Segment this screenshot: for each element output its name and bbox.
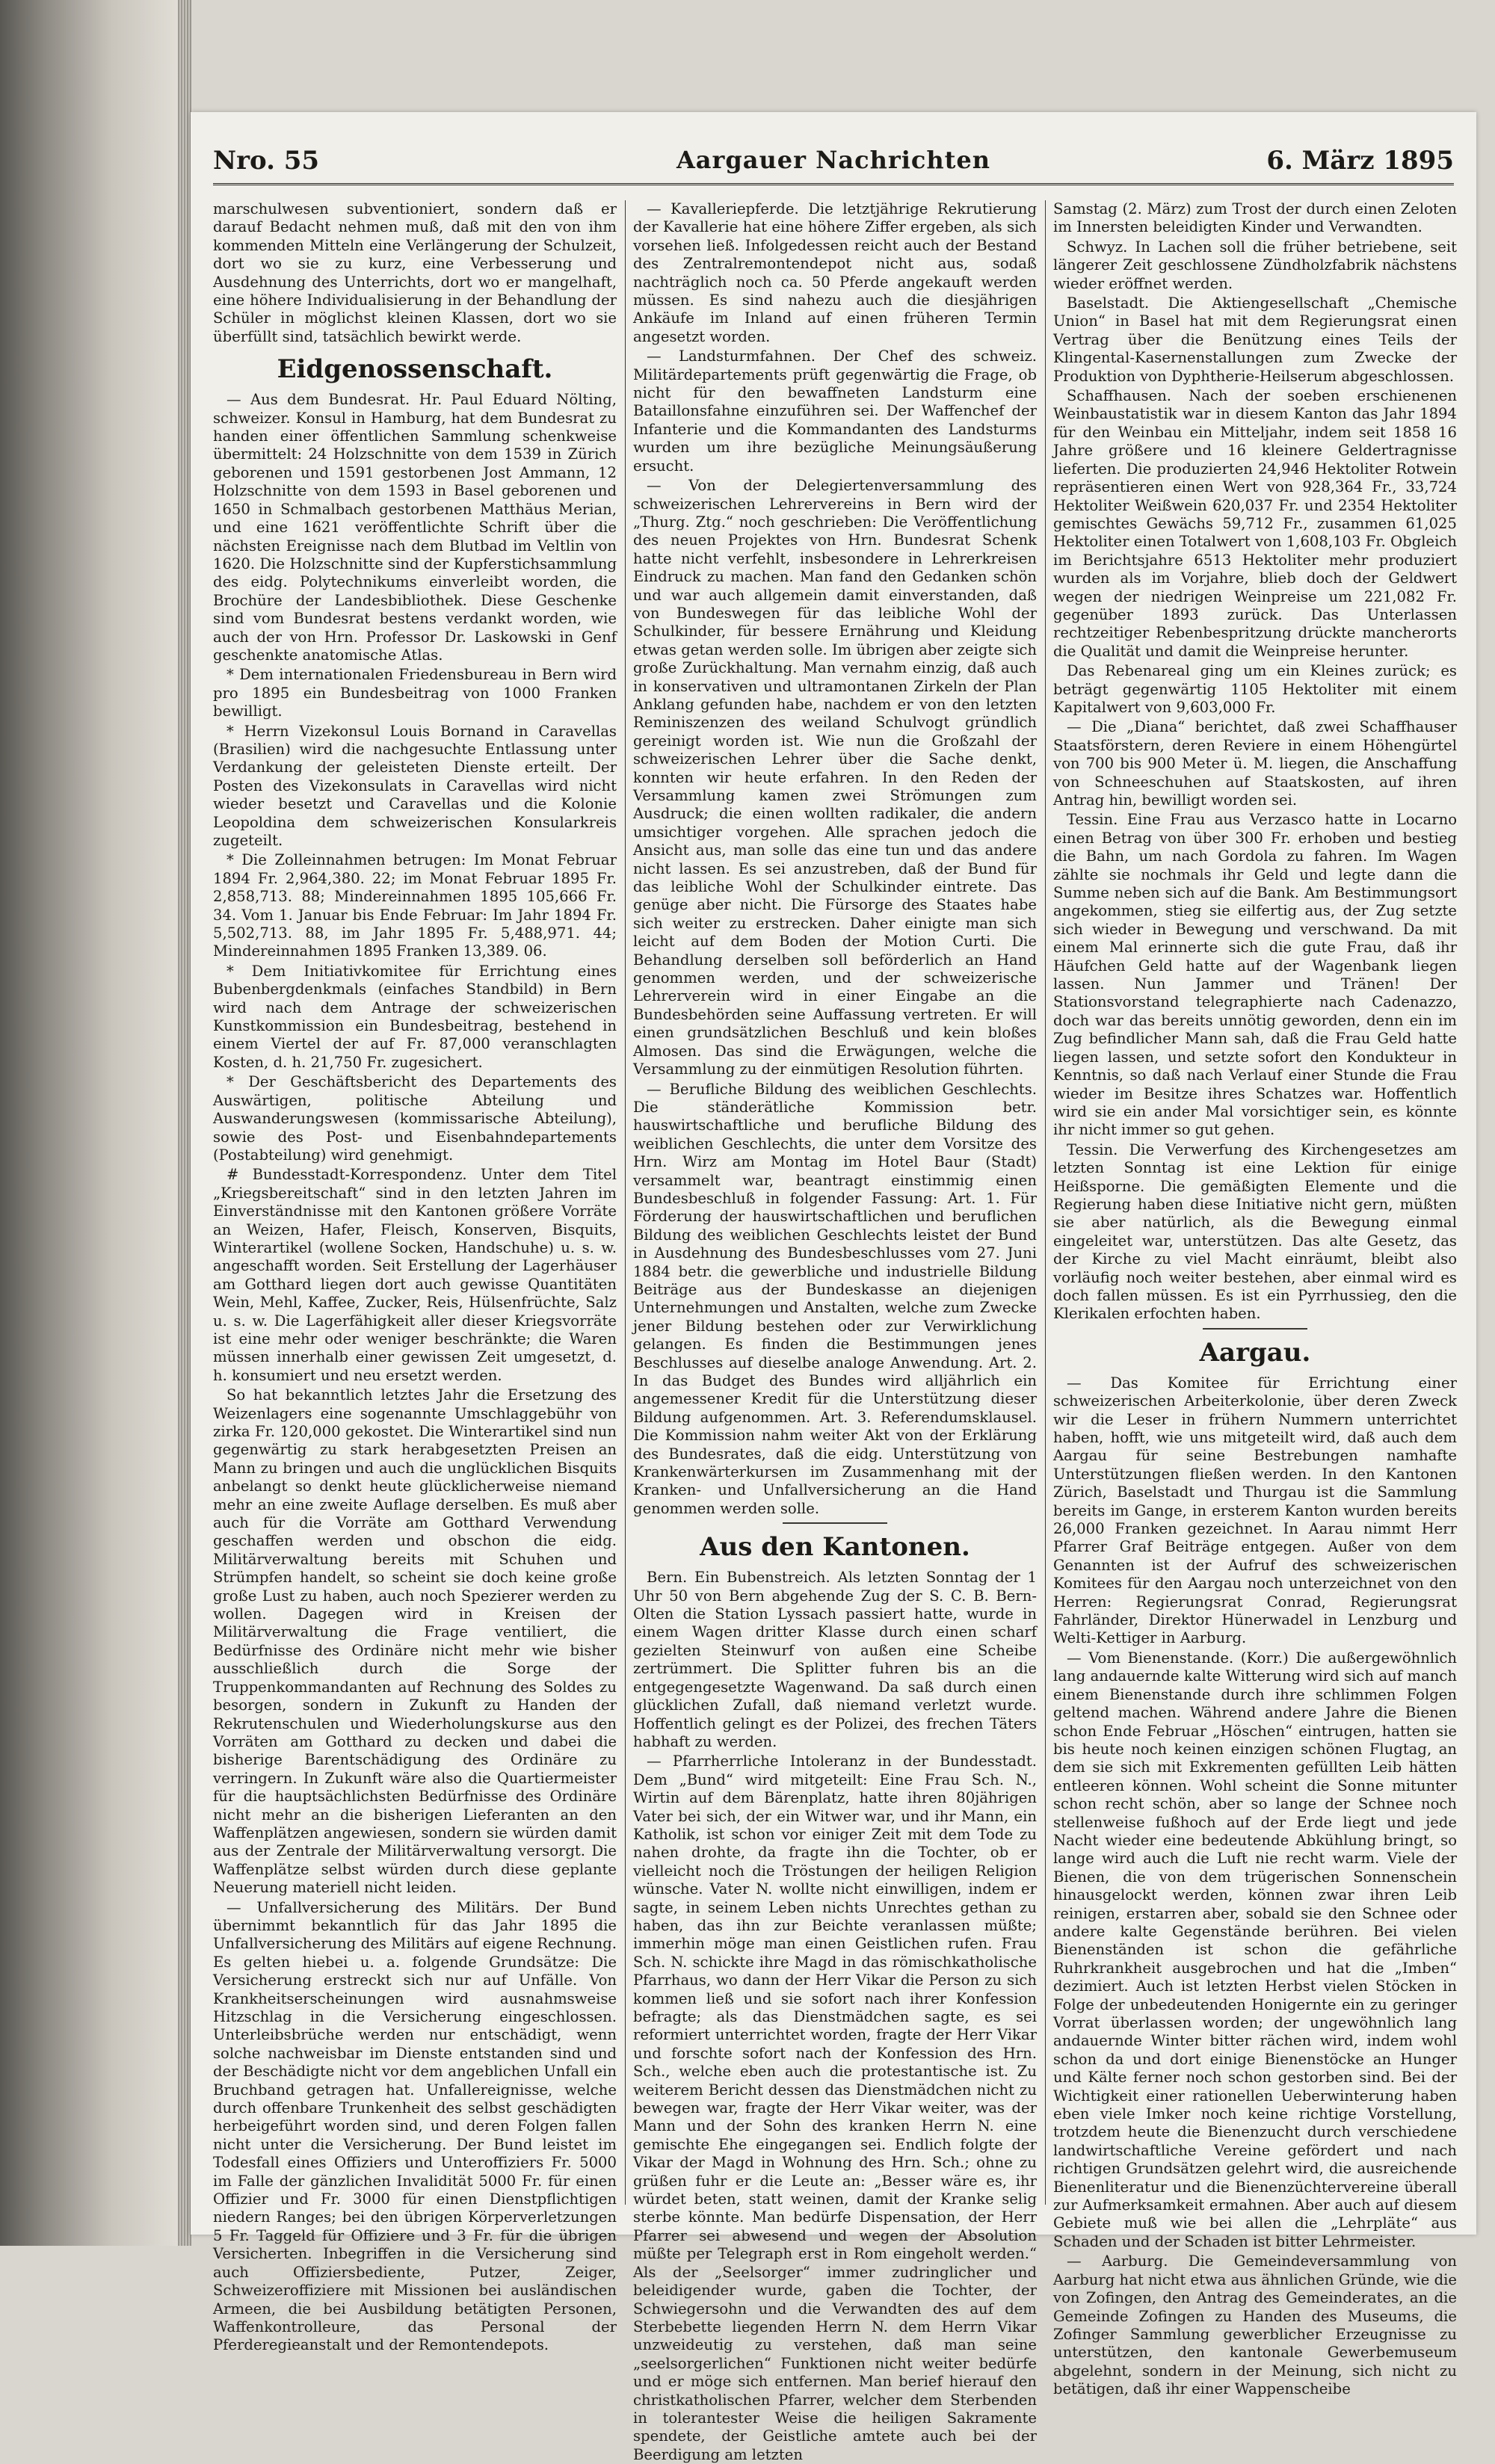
article-paragraph: — Die „Diana“ berichtet, daß zwei Schaffhauser Staatsförstern, deren Reviere in einem Höhengürtel von 700 bis 900 Meter ü. M. liegen, die Anschaffung von Schneeschuhen auf Staatskosten, auf ihren Antrag hin, bewilligt worden sei.: [1053, 718, 1457, 809]
book-gutter-shadow: [0, 0, 187, 2246]
article-paragraph: # Bundesstadt-Korrespondenz. Unter dem Titel „Kriegsbereitschaft“ sind in den letzten Jahren im Einverständnisse mit den Kantonen größere Vorräte an Weizen, Hafer, Fleisch, Konserven, Bisquits, Winterartikel (wollene Socken, Handschuhe) u. s. w. angeschafft worden. Seit Erstellung der Lagerhäuser am Gotthard liegen dort auch gewisse Quantitäten Wein, Mehl, Kaffee, Zucker, Reis, Hülsenfrüchte, Salz u. s. w. Die Lagerfähigkeit aller dieser Kriegsvorräte ist eine mehr oder weniger beschränkte; die Waren müssen innerhalb einer gewissen Zeit umgesetzt, d. h. konsumiert und neu ersetzt werden.: [213, 1166, 617, 1384]
article-paragraph: marschulwesen subventioniert, sondern daß er darauf Bedacht nehmen muß, daß mit den von ihm kommenden Mitteln eine Verlängerung der Schulzeit, dort wo sie zu kurz, eine Verbesserung und Ausdehnung des Unterrichts, dort wo er mangelhaft, eine höhere Individualisierung in der Behandlung der Schüler in möglichst kleinen Klassen, dort wo sie überfüllt sind, tatsächlich bewirkt werde.: [213, 200, 617, 345]
article-paragraph: — Vom Bienenstande. (Korr.) Die außergewöhnlich lang andauernde kalte Witterung wird sich auf manch einem Bienenstande durch ihre schlimmen Folgen geltend machen. Während andere Jahre die Bienen schon Ende Februar „Höschen“ eintrugen, hatten sie bis heute noch keinen einzigen schönen Flugtag, an dem sie sich mit Exkrementen gefüllten Leib hätten entleeren können. Wohl scheint die Sonne mitunter schon recht schön, aber so lange der Schnee noch stellenweise fußhoch auf der Erde liegt und jede Nacht wieder eine bedeutende Abkühlung bringt, so lange wird auch die Luft nie recht warm. Viele der Bienen, die von dem trügerischen Sonnenschein hinausgelockt werden, können zwar ihren Leib reinigen, erstarren aber, sobald sie den Schnee oder andere kalte Gegenstände berühren. Bei vielen Bienenständen ist schon die gefährliche Ruhrkrankheit ausgebrochen und hat die „Imben“ dezimiert. Auch ist letzten Herbst vielen Stöcken in Folge der unbedeutenden Honigernte ein zu geringer Vorrat überlassen worden; der ungewöhnlich lang andauernde Winter bitter rächen wird, indem wohl schon da und dort einige Bienenstöcke an Hunger und Kälte ferner noch schon gestorben sind. Bei der Wichtigkeit einer rationellen Ueberwinterung haben eben viele Imker noch keine richtige Vorstellung, trotzdem heute die Bienenzucht durch verschiedene landwirtschaftliche Vereine gefördert und nach richtigen Grundsätzen gelehrt wird, die ausreichende Bienenliteratur und die Bienenzüchtervereine überall zur Aufmerksamkeit ermahnen. Aber auch auf diesem Gebiete muß wie bei allen die „Lehrpläte“ aus Schaden und der Schaden ist bitter Lehrmeister.: [1053, 1649, 1457, 2250]
newspaper-title: Aargauer Nachrichten: [676, 146, 991, 174]
article-paragraph: — Aus dem Bundesrat. Hr. Paul Eduard Nölting, schweizer. Konsul in Hamburg, hat dem Bundesrat zu handen einer öffentlichen Sammlung schenkweise übermittelt: 24 Holzschnitte von dem 1539 in Zürich geborenen und 1591 gestorbenen Jost Ammann, 12 Holzschnitte von dem 1593 in Basel geborenen und 1650 in Schmalbach gestorbenen Matthäus Merian, und eine 1621 veröffentlichte Schrift über die nächsten Ereignisse nach dem Blutbad im Veltlin von 1620. Die Holzschnitte sind der Kupferstichsammlung des eidg. Polytechnikums einverleibt worden, die Brochüre der Landesbibliothek. Diese Geschenke sind vom Bundesrat bestens verdankt worden, wie auch der von Hrn. Professor Dr. Laskowski in Genf geschenkte anatomische Atlas.: [213, 391, 617, 664]
section-heading: Aus den Kantonen.: [700, 1532, 970, 1563]
article-paragraph: — Kavalleriepferde. Die letztjährige Rekrutierung der Kavallerie hat eine höhere Ziffer ergeben, als sich vorsehen ließ. Infolgedessen reicht auch der Bestand des Zentralremontendepot nicht aus, sodaß nachträglich noch ca. 50 Pferde angekauft werden müssen. Es sind nahezu auch die diesjährigen Ankäufe im Inland auf einen früheren Termin angesetzt worden.: [633, 200, 1037, 345]
article-paragraph: — Unfallversicherung des Militärs. Der Bund übernimmt bekanntlich für das Jahr 1895 die Unfallversicherung des Militärs auf eigene Rechnung. Es gelten hiebei u. a. folgende Grundsätze: Die Versicherung erstreckt sich nur auf Unfälle. Von Krankheitserscheinungen wird ausnahmsweise Hitzschlag in die Versicherung eingeschlossen. Unterleibsbrüche werden nur entschädigt, wenn solche nachweisbar im Dienste entstanden sind und der Beschädigte nicht vor dem angeblichen Unfall ein Bruchband getragen hat. Unfallereignisse, welche durch offenbare Trunkenheit des selbst geschädigten herbeigeführt worden sind, und deren Folgen fallen nicht unter die Versicherung. Der Bund leistet im Todesfall eines Offiziers und Unteroffiziers Fr. 5000 im Falle der gänzlichen Invalidität 5000 Fr. für einen Offizier und Fr. 3000 für einen Dienstpflichtigen niedern Ranges; bei den übrigen Körperverletzungen 5 Fr. Taggeld für Offiziere und 3 Fr. für die übrigen Versicherten. Inbegriffen in die Versicherung sind auch Offiziersbediente, Putzer, Zeiger, Schweizeroffiziere mit Missionen bei ausländischen Armeen, die bei Ausbildung betätigten Personen, Waffenkontrolleure, das Personal der Pferderegieanstalt und der Remontendepots.: [213, 1898, 617, 2354]
article-paragraph: So hat bekanntlich letztes Jahr die Ersetzung des Weizenlagers eine sogenannte Umschlaggebühr von zirka Fr. 120,000 gekostet. Die Winterartikel sind nun gegenwärtig zu stark herabgesetzten Preisen an Mann zu bringen und auch die unglücklichen Bisquits anbelangt so denkt heute glücklicherweise niemand mehr an eine zweite Auflage derselben. Es muß aber auch für die Vorräte am Gotthard Verwendung geschaffen werden und obschon die eidg. Militärverwaltung bereits mit Schuhen und Strümpfen handelt, so scheint sie doch keine große große Lust zu haben, auch noch Spezierer werden zu wollen. Dagegen wird in Kreisen der Militärverwaltung die Frage ventiliert, die Bedürfnisse des Ordinäre nicht mehr wie bisher ausschließlich durch die Sorge der Truppenkommandanten auf Rechnung des Soldes zu besorgen, sondern in Zukunft zu Handen der Rekrutenschulen und Wiederholungskurse aus den Vorräten am Gotthard zu decken und dabei die bisherige Barentschädigung des Ordinäre zu verringern. In Zukunft wäre also die Quartiermeister für die hauptsächlichsten Bedürfnisse des Ordinäre nicht mehr an die bisherigen Lieferanten an den Waffenplätzen angewiesen, sondern sie würden damit aus der Zentrale der Militärverwaltung versorgt. Die Waffenplätze selbst würden durch diese geplante Neuerung materiell nicht leiden.: [213, 1386, 617, 1897]
article-paragraph: * Der Geschäftsbericht des Departements des Auswärtigen, politische Abteilung und Auswanderungswesen (kommissarische Abteilung), sowie des Post- und Eisenbahndepartements (Postabteilung) wird genehmigt.: [213, 1073, 617, 1164]
article-paragraph: — Von der Delegiertenversammlung des schweizerischen Lehrervereins in Bern wird der „Thurg. Ztg.“ noch geschrieben: Die Veröffentlichung des neuen Projektes von Hrn. Bundesrat Schenk hatte nicht verfehlt, insbesondere in Lehrerkreisen Eindruck zu machen. Man fand den Gedanken schön und war auch allgemein damit einverstanden, daß von Bundeswegen für das leibliche Wohl der Schulkinder, für bessere Ernährung und Kleidung etwas getan werden solle. Im übrigen aber zeigte sich große Zurückhaltung. Man vernahm einzig, daß auch in konservativen und ultramontanen Zirkeln der Plan Anklang gefunden habe, nachdem er von den letzten Reminiszenzen des weiland Schulvogt gründlich gereinigt worden ist. Wie nun die Großzahl der schweizerischen Lehrer über die Sache denkt, konnten wir heute erfahren. In den Reden der Versammlung kamen zwei Strömungen zum Ausdruck; die einen wollten radikaler, die andern umsichtiger vorgehen. Alle sprachen jedoch die Ansicht aus, man solle das eine tun und das andere nicht lassen. Es sei anzustreben, daß der Bund für das leibliche Wohl der Schulkinder eintrete. Das genüge aber nicht. Die Fürsorge des Staates habe sich weiter zu erstrecken. Daher einigte man sich leicht auf dem Boden der Motion Curti. Die Behandlung derselben soll beförderlich an Hand genommen werden, und der schweizerische Lehrerverein wird in einer Eingabe an die Bundesbehörden seine Auffassung vertreten. Er will einen grundsätzlichen Beschluß und kein bloßes Almosen. Das sind die Erwägungen, welche die Versammlung zu der einmütigen Resolution führten.: [633, 477, 1037, 1078]
article-paragraph: * Herrn Vizekonsul Louis Bornand in Caravellas (Brasilien) wird die nachgesuchte Entlassung unter Verdankung der geleisteten Dienste erteilt. Der Posten des Vizekonsulats in Caravellas wird nicht wieder besetzt und Caravellas und die Kolonie Leopoldina dem schweizerischen Konsularkreis zugeteilt.: [213, 722, 617, 849]
article-paragraph: — Aarburg. Die Gemeindeversammlung von Aarburg hat nicht etwa aus ähnlichen Gründe, wie die von Zofingen, den Antrag des Gemeinderates, an die Gemeinde Zofingen zu Handen des Museums, die Zofinger Sammlung gewerblicher Erzeugnisse zu unterstützen, den kantonale Gewerbemuseum abgelehnt, sondern in der Meinung, sich nicht zu betätigen, daß ihr einer Wappenscheibe: [1053, 2253, 1457, 2398]
column-2: [633, 200, 1037, 2463]
article-paragraph: Tessin. Eine Frau aus Verzasco hatte in Locarno einen Betrag von über 300 Fr. erhoben und bestieg die Bahn, um nach Gordola zu fahren. Im Wagen zählte sie nochmals ihr Geld und legte dann die Summe neben sich auf die Bank. Am Bestimmungsort angekommen, stieg sie eilfertig aus, der Zug setzte sich wieder in Bewegung und verschwand. Da mit einem Mal erinnerte sich die gute Frau, daß ihr Häufchen Geld hatte auf der Wagenbank liegen lassen. Nun Jammer und Tränen! Der Stationsvorstand telegraphierte nach Cadenazzo, doch war das bereits unnötig geworden, denn ein im Zug befindlicher Mann sah, daß die Frau Geld hatte liegen lassen, und setzte sofort den Kondukteur in Kenntnis, so daß nach Verlauf einer Stunde die Frau wieder im Besitze ihres Schatzes war. Hoffentlich wird sie ein ander Mal vorsichtiger sein, es könnte ihr nicht immer so gut gehen.: [1053, 811, 1457, 1139]
article-paragraph: Tessin. Die Verwerfung des Kirchengesetzes am letzten Sonntag ist eine Lektion für einige Heißsporne. Die gemäßigten Elemente und die Regierung haben diese Initiative nicht gern, müßten sie aber natürlich, als die Bewegung einmal eingeleitet war, unterstützen. Das alte Gesetz, das der Kirche zu viel Macht einräumt, bleibt also vorläufig noch weiter bestehen, aber einmal wird es doch fallen müssen. Es ist ein Pyrrhussieg, den die Klerikalen erfochten haben.: [1053, 1140, 1457, 1323]
issue-number: Nro. 55: [213, 146, 320, 176]
column-divider: [1045, 200, 1046, 2205]
article-paragraph: Samstag (2. März) zum Trost der durch einen Zeloten im Innersten beleidigten Kinder und Verwandten.: [1053, 200, 1457, 236]
article-paragraph: * Dem Initiativkomitee für Errichtung eines Bubenbergdenkmals (einfaches Standbild) in Bern wird nach dem Antrage der schweizerischen Kunstkommission ein Bundesbeitrag, bestehend in einem Viertel der auf Fr. 87,000 veranschlagten Kosten, d. h. 21,750 Fr. zugesichert.: [213, 962, 617, 1071]
column-divider: [625, 200, 626, 2205]
issue-date: 6. März 1895: [1266, 146, 1454, 176]
column-1: [213, 200, 617, 2354]
section-heading: Eidgenossenschaft.: [277, 354, 553, 385]
newspaper-page: [191, 112, 1476, 2463]
column-3: [1053, 200, 1457, 2398]
article-paragraph: * Dem internationalen Friedensbureau in Bern wird pro 1895 ein Bundesbeitrag von 1000 Franken bewilligt.: [213, 666, 617, 720]
article-paragraph: — Pfarrherrliche Intoleranz in der Bundesstadt. Dem „Bund“ wird mitgeteilt: Eine Frau Sch. N., Wirtin auf dem Bärenplatz, hatte ihren 80jährigen Vater bei sich, der ein Witwer war, und ihr Mann, ein Katholik, ist schon vor einiger Zeit mit dem Tode zu nahen drohte, da fragte ihn die Tochter, ob er vielleicht noch die Tröstungen der heiligen Religion wünsche. Vater N. wollte nicht einwilligen, indem er sagte, in seinem Leben nichts Unrechtes gethan zu haben, das ihn zur Beichte veranlassen müßte; immerhin möge man einen Geistlichen rufen. Frau Sch. N. schickte ihre Magd in das römischkatholische Pfarrhaus, wo dann der Herr Vikar die Person zu sich kommen ließ und sie sofort nach ihrer Konfession befragte; als das Dienstmädchen sagte, es sei reformiert unterrichtet worden, fragte der Herr Vikar und forschte sofort nach der Konfession des Hrn. Sch., welche eben auch die protestantische ist. Zu weiterem Bericht dessen das Dienstmädchen nicht zu bewegen war, fragte der Herr Vikar weiter, was der Mann und der Sohn des kranken Herrn N. eine gemischte Ehe eingegangen sei. Endlich folgte der Vikar der Magd in Wohnung des Hrn. Sch.; ohne zu grüßen fuhr er die Leute an: „Besser wäre es, ihr würdet beten, statt weinen, damit der Kranke selig sterbe könnte. Man bedürfe Dispensation, der Herr Pfarrer sei abwesend und wegen der Absolution müßte per Telegraph erst in Rom eingeholt werden.“ Als der „Seelsorger“ immer zudringlicher und beleidigender wurde, gaben die Tochter, der Schwiegersohn und die Verwandten des auf dem Sterbebette liegenden Herrn N. dem Herrn Vikar unzweideutig zu verstehen, daß man seine „seelsorgerlichen“ Funktionen nicht weiter bedürfe und er möge sich entfernen. Man berief hierauf den christkatholischen Pfarrer, welcher dem Sterbenden in tolerantester Weise die heiligen Sakramente spendete, der Geistliche amtete auch bei der Beerdigung am letzten: [633, 1753, 1037, 2463]
article-paragraph: Das Rebenareal ging um ein Kleines zurück; es beträgt gegenwärtig 1105 Hektoliter mit einem Kapitalwert von 9,603,000 Fr.: [1053, 662, 1457, 716]
article-paragraph: Schwyz. In Lachen soll die früher betriebene, seit längerer Zeit geschlossene Zündholzfabrik nächstens wieder eröffnet werden.: [1053, 238, 1457, 292]
section-rule: [783, 1522, 887, 1524]
article-paragraph: * Die Zolleinnahmen betrugen: Im Monat Februar 1894 Fr. 2,964,380. 22; im Monat Februar 1895 Fr. 2,858,713. 88; Mindereinnahmen 1895 105,666 Fr. 34. Vom 1. Januar bis Ende Februar: Im Jahr 1894 Fr. 5,502,713. 88, im Jahr 1895 Fr. 5,488,971. 44; Mindereinnahmen 1895 Franken 13,389. 06.: [213, 851, 617, 960]
article-paragraph: Schaffhausen. Nach der soeben erschienenen Weinbaustatistik war in diesem Kanton das Jahr 1894 für den Weinbau ein Mitteljahr, indem seit 1858 16 Jahre größere und 16 kleinere Geldertragnisse lieferten. Die produzierten 24,946 Hektoliter Rotwein repräsentieren einen Wert von 928,364 Fr., 33,724 Hektoliter Weißwein 620,037 Fr. und 2354 Hektoliter gemischtes Gewächs 59,712 Fr., zusammen 61,025 Hektoliter einen Totalwert von 1,608,103 Fr. Obgleich im Berichtsjahre 6513 Hektoliter mehr produziert wurden als im Vorjahre, blieb doch der Geldwert wegen der niedrigen Weinpreise um 221,082 Fr. gegenüber 1893 zurück. Das Unterlassen rechtzeitiger Rebenbespritzung drückte mancherorts die Qualität und damit die Weinpreise herunter.: [1053, 387, 1457, 660]
article-paragraph: — Landsturmfahnen. Der Chef des schweiz. Militärdepartements prüft gegenwärtig die Frage, ob nicht für den bewaffneten Landsturm eine Bataillonsfahne einzuführen sei. Der Waffenchef der Infanterie und die Kommandanten des Landsturms wurden um ihre bezügliche Meinungsäußerung ersucht.: [633, 348, 1037, 475]
section-heading: Aargau.: [1199, 1337, 1311, 1368]
article-paragraph: Baselstadt. Die Aktiengesellschaft „Chemische Union“ in Basel hat mit dem Regierungsrat einen Vertrag über die Benützung eines Teils der Klingental-Kasernenstallungen zum Zwecke der Produktion von Dyphtherie-Heilserum abgeschlossen.: [1053, 294, 1457, 385]
article-paragraph: — Das Komitee für Errichtung einer schweizerischen Arbeiterkolonie, über deren Zweck wir die Leser in frühern Nummern unterrichtet haben, hofft, wie uns mitgeteilt wird, daß auch dem Aargau für seine Bestrebungen namhafte Unterstützungen fließen werden. In den Kantonen Zürich, Baselstadt und Thurgau ist die Sammlung bereits im Gange, in ersterem Kanton wurden bereits 26,000 Franken gezeichnet. In Aarau nimmt Herr Pfarrer Graf Beiträge entgegen. Außer von dem Genannten ist der Aufruf des schweizerischen Komitees für den Aargau noch unterzeichnet von den Herren: Regierungsrat Conrad, Regierungsrat Fahrländer, Direktor Hünerwadel in Lenzburg und Welti-Kettiger in Aarburg.: [1053, 1374, 1457, 1647]
book-spine-edge: [178, 0, 191, 2246]
page-header: [213, 146, 1454, 185]
article-paragraph: Bern. Ein Bubenstreich. Als letzten Sonntag der 1 Uhr 50 von Bern abgehende Zug der S. C. B. Bern-Olten die Station Lyssach passiert hatte, wurde in einem Wagen dritter Klasse durch einen scharf gezielten Steinwurf von außen eine Scheibe zertrümmert. Die Splitter fuhren bis an die entgegengesetzte Wagenwand. Da saß durch einen glücklichen Zufall, daß niemand verletzt wurde. Hoffentlich gelingt es der Polizei, des frechen Täters habhaft zu werden.: [633, 1569, 1037, 1750]
article-paragraph: — Berufliche Bildung des weiblichen Geschlechts. Die ständerätliche Kommission betr. hauswirtschaftliche und berufliche Bildung des weiblichen Geschlechts, die unter dem Vorsitze des Hrn. Wirz am Montag im Hotel Baur (Stadt) versammelt war, beantragt einstimmig einen Bundesbeschluß in folgender Fassung: Art. 1. Für Förderung der hauswirtschaftlichen und beruflichen Bildung des weiblichen Geschlechts leistet der Bund in Ausdehnung des Bundesbeschlusses vom 27. Juni 1884 betr. die gewerbliche und industrielle Bildung Beiträge aus der Bundeskasse an diejenigen Unternehmungen und Anstalten, welche zum Zwecke jener Bildung bestehen oder zur Verwirklichung gelangen. Es finden die Bestimmungen jenes Beschlusses auf dieselbe analoge Anwendung. Art. 2. In das Budget des Bundes wird alljährlich ein angemessener Kredit für die Unterstützung dieser Bildung aufgenommen. Art. 3. Referendumsklausel. Die Kommission nahm weiter Akt von der Erklärung des Bundesrates, daß die eidg. Unterstützung von Krankenwärterkursen im Zusammenhang mit der Kranken- und Unfallversicherung an die Hand genommen werden solle.: [633, 1080, 1037, 1517]
section-rule: [1203, 1328, 1307, 1330]
